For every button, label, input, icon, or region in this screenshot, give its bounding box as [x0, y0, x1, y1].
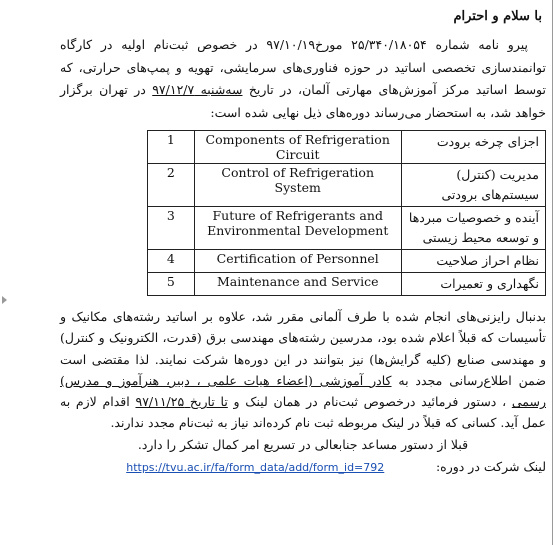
table-row: [148, 131, 546, 164]
course-english-title: Components of Refrigeration Circuit: [194, 131, 401, 164]
letter-body: [60, 4, 546, 480]
table-row: [148, 273, 546, 296]
registration-deadline: تا تاریخ ۹۷/۱۱/۲۵: [135, 394, 228, 410]
course-persian-title: نگهداری و تعمیرات: [401, 273, 545, 296]
workshop-date: سه‌شنبه ۹۷/۱۲/۷: [152, 82, 243, 97]
greeting: با سلام و احترام: [453, 9, 542, 24]
page-border-line: [552, 0, 553, 545]
table-row: [148, 164, 546, 207]
course-number: 5: [148, 273, 195, 296]
course-number: 4: [148, 250, 195, 273]
table-row: [148, 250, 546, 273]
intro-paragraph: [60, 34, 546, 124]
link-label: لینک شرکت در دوره:: [435, 459, 546, 475]
body-text-3: اقدام لازم به عمل آید. کسانی که قبلاً در لینک مربوطه ثبت نام کرده‌اند نیاز به ثبت‌نام مجدد ندارند.: [60, 394, 546, 431]
body-text-1: بدنبال رایزنی‌های انجام شده با طرف آلمانی مقرر شد، علاوه بر اساتید رشته‌های مکانیک و تأسیسات که قبلاً اعلام شده بود، مدرسین رشته‌های مهندسی برق (قدرت، الکترونیک و کنترل) و مهندسی صنایع (کلیه گرایش‌ها) نیز بتوانند در این دوره‌ها شرکت نمایند. لذا مقتضی است ضمن اطلاع‌رسانی مجدد به: [60, 309, 546, 388]
registration-link-line: [60, 456, 546, 480]
course-english-title: Maintenance and Service: [194, 273, 401, 296]
courses-table: [147, 130, 546, 296]
closing-line: قبلا از دستور مساعد جنابعالی در تسریع امر کمال تشکر را دارد.: [137, 436, 469, 452]
registration-link[interactable]: https://tvu.ac.ir/fa/form_data/add/form_id=792: [126, 461, 385, 475]
course-persian-title: نظام احراز صلاحیت: [401, 250, 545, 273]
intro-text-2: در تهران برگزار خواهد شد، به استحضار می‌رساند دوره‌های ذیل نهایی شده است:: [60, 82, 546, 120]
collapse-arrow-icon[interactable]: [2, 296, 7, 304]
course-persian-title: آینده و خصوصیات مبردها و توسعه محیط زیستی: [401, 207, 545, 250]
intro-text-1: پیرو نامه شماره ۲۵/۳۴۰/۱۸۰۵۴ مورخ۹۷/۱۰/۱۹ در خصوص ثبت‌نام اولیه در کارگاه توانمندسازی تخصصی اساتید در حوزه فناوری‌های سرمایشی، تهویه و پمپ‌های حرارتی، که توسط اساتید مرکز آموزش‌های مهارتی آلمان، در تاریخ: [60, 37, 546, 97]
body-text-2: ، دستور فرمائید درخصوص ثبت‌نام در همان لینک و: [227, 394, 512, 410]
course-persian-title: اجزای چرخه برودت: [401, 131, 545, 164]
course-number: 1: [148, 131, 195, 164]
body-paragraph: [60, 306, 546, 434]
course-number: 2: [148, 164, 195, 207]
course-persian-title: مدیریت (کنترل) سیستم‌های برودتی: [401, 164, 545, 207]
table-row: [148, 207, 546, 250]
course-number: 3: [148, 207, 195, 250]
course-english-title: Certification of Personnel: [194, 250, 401, 273]
course-english-title: Future of Refrigerants and Environmental Development: [194, 207, 401, 250]
staff-category: کادر آموزشی (اعضاء هیات علمی ، دبیر، هنرآموز و مدرس) رسمی: [60, 372, 546, 410]
course-english-title: Control of Refrigeration System: [194, 164, 401, 207]
